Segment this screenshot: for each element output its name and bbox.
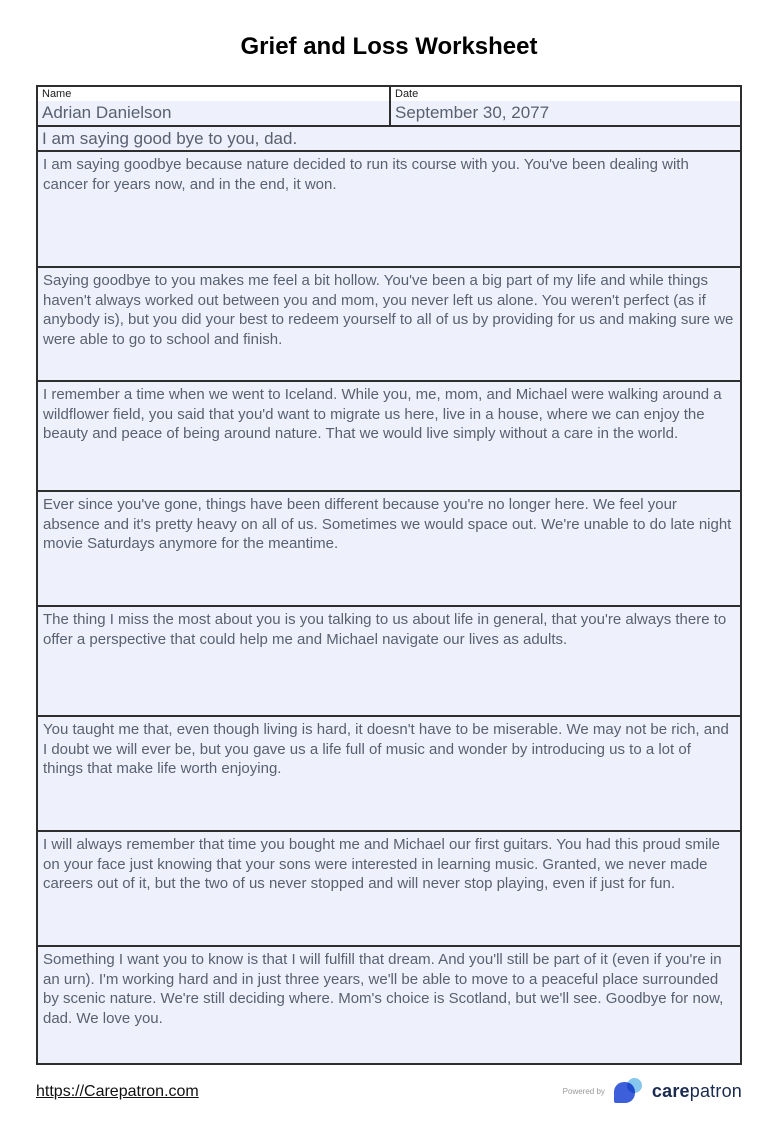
name-cell [38,87,389,125]
goodbye-statement-field[interactable]: I am saying good bye to you, dad. [38,127,740,152]
carepatron-logo-icon [614,1078,643,1105]
response-field-6[interactable]: You taught me that, even though living is hard, it doesn't have to be miserable. We may not be rich, and I doubt we will ever be, but you gave us a life full of music and wonder by introducing us to a lot of things that make life worth enjoying. [38,717,740,832]
response-field-2[interactable]: Saying goodbye to you makes me feel a bit hollow. You've been a big part of my life and while things haven't always worked out between you and mom, you never left us alone. You weren't perfect (as if anybody is), but you did your best to redeem yourself to all of us by providing for us and making sure we were able to go to school and finish. [38,268,740,382]
page-title: Grief and Loss Worksheet [240,33,538,60]
carepatron-branding [563,1078,742,1105]
response-field-3[interactable]: I remember a time when we went to Iceland. While you, me, mom, and Michael were walking around a wildflower field, you said that you'd want to migrate us here, live in a house, where we can enjoy the beauty and peace of being around nature. That we would live simply without a care in the world. [38,382,740,492]
date-cell [389,87,740,125]
brand-text-care: care [651,1081,690,1101]
page-footer [36,1078,742,1105]
response-field-7[interactable]: I will always remember that time you bought me and Michael our first guitars. You had this proud smile on your face just knowing that your sons were interested in learning music. Granted, we never made careers out of it, but the two of us never stopped and will never stop playing, even if just for fun. [38,832,740,947]
carepatron-wordmark [652,1081,742,1102]
powered-by-label: Powered by [562,1087,605,1096]
date-field[interactable]: September 30, 2077 [391,101,740,125]
response-field-5[interactable]: The thing I miss the most about you is you talking to us about life in general, that you're always there to offer a perspective that could help me and Michael navigate our lives as adults. [38,607,740,717]
name-date-row [38,87,740,127]
carepatron-link[interactable]: https://Carepatron.com [36,1082,199,1100]
response-field-1[interactable]: I am saying goodbye because nature decided to run its course with you. You've been dealing with cancer for years now, and in the end, it won. [38,152,740,268]
response-field-4[interactable]: Ever since you've gone, things have been different because you're no longer here. We feel your absence and it's pretty heavy on all of us. Sometimes we would space out. We're unable to do late night movie Saturdays anymore for the meantime. [38,492,740,607]
brand-text-patron: patron [689,1081,742,1101]
worksheet-table [36,85,742,1065]
date-label: Date [391,87,740,101]
name-label: Name [38,87,389,101]
name-field[interactable]: Adrian Danielson [38,101,389,125]
response-field-8[interactable]: Something I want you to know is that I will fulfill that dream. And you'll still be part of it (even if you're in an urn). I'm working hard and in just three years, we'll be able to move to a peaceful place surrounded by scenic nature. We're still deciding where. Mom's choice is Scotland, but we'll see. Goodbye for now, dad. We love you. [38,947,740,1063]
